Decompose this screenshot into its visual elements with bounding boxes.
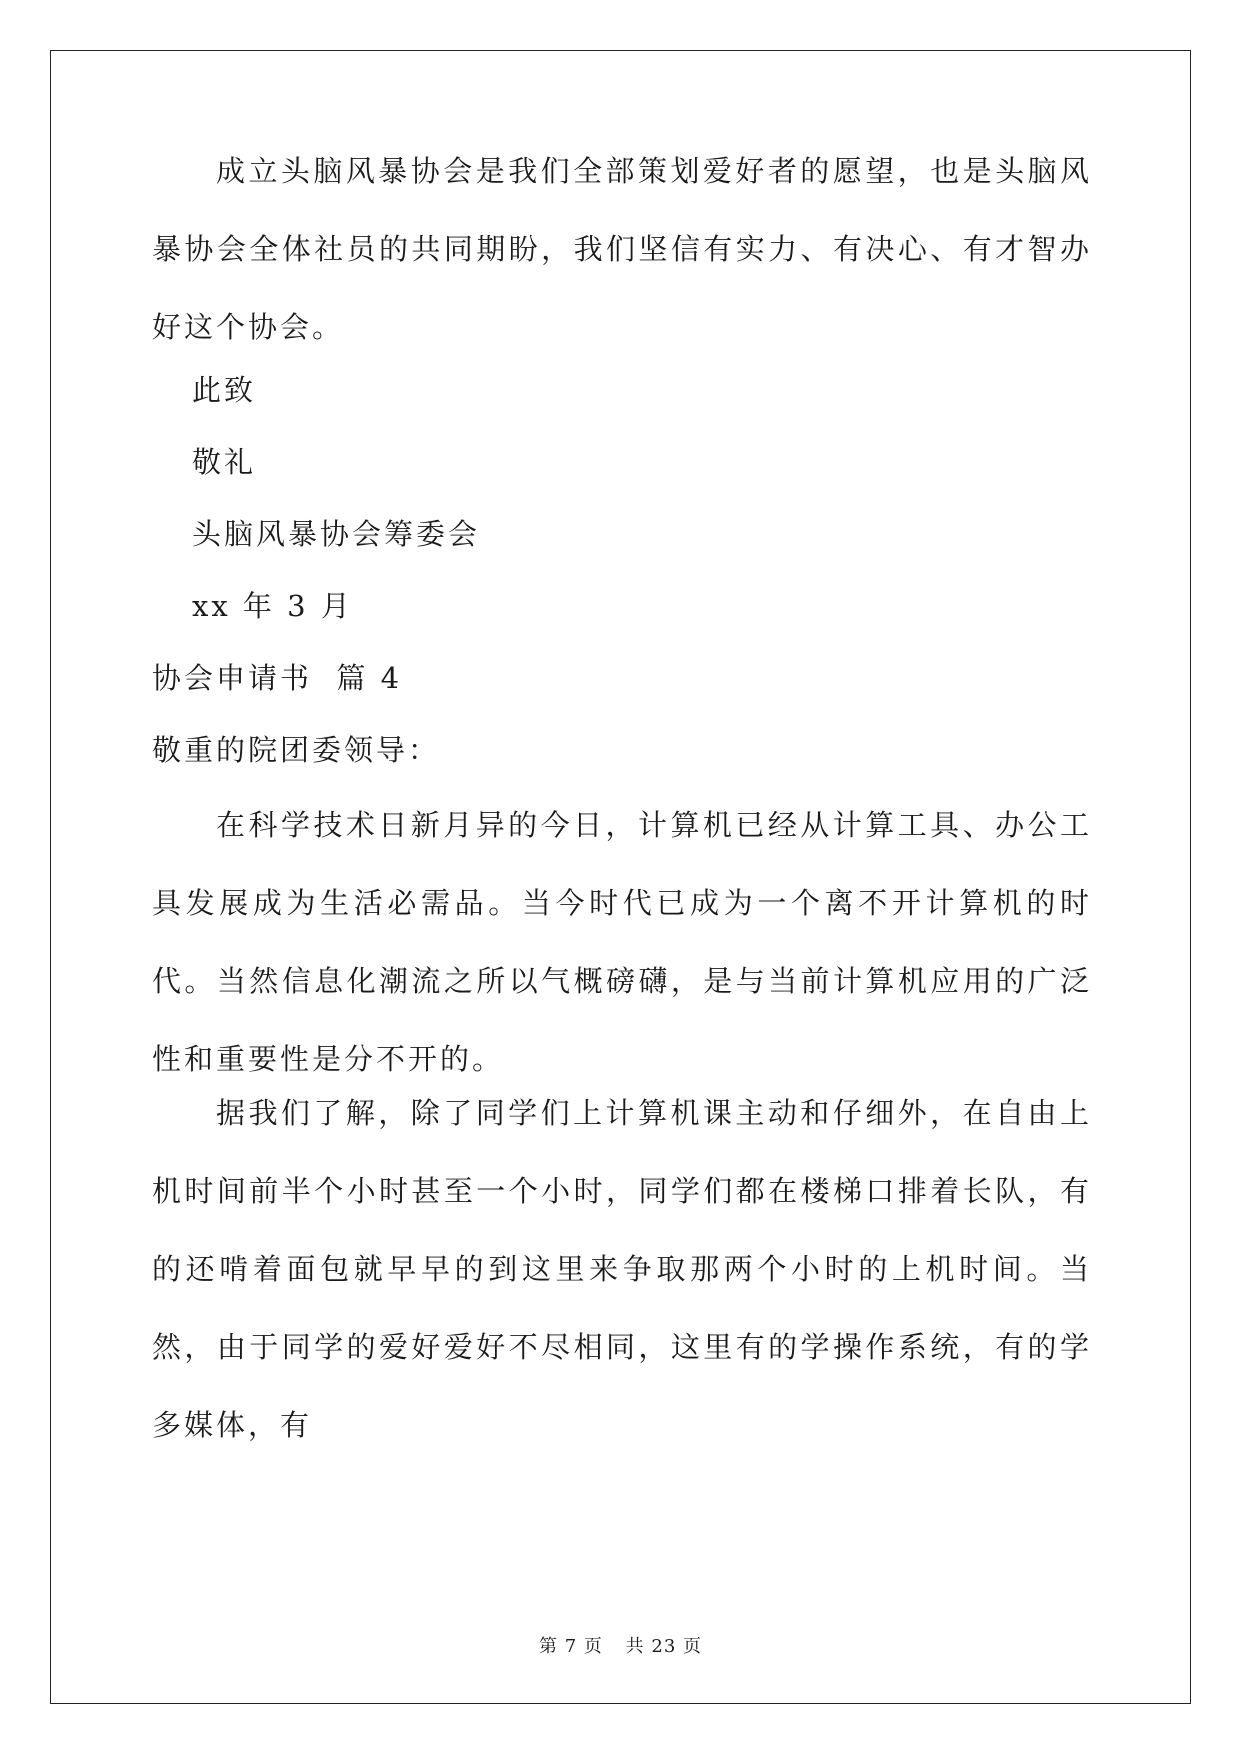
- signer: 头脑风暴协会筹委会: [192, 517, 481, 551]
- section-title: 协会申请书 篇 4: [152, 661, 403, 695]
- page-number-current: 第 7 页: [539, 1636, 603, 1657]
- page-footer: [0, 1632, 1241, 1658]
- page-number-total: 共 23 页: [625, 1636, 702, 1657]
- paragraph-1: 成立头脑风暴协会是我们全部策划爱好者的愿望，也是头脑风暴协会全体社员的共同期盼，我们坚信有实力、有决心、有才智办好这个协会。: [152, 154, 1092, 344]
- paragraph-2: 在科学技术日新月异的今日，计算机已经从计算工具、办公工具发展成为生活必需品。当今时代已成为一个离不开计算机的时代。当然信息化潮流之所以气概磅礴，是与当前计算机应用的广泛性和重要性是分不开的。: [152, 808, 1092, 1076]
- closing-ci-zhi: 此致: [192, 373, 257, 407]
- paragraph-3-block: [152, 1074, 1092, 1464]
- paragraph-intro-block: [152, 132, 1092, 366]
- date: xx 年 3 月: [192, 589, 353, 623]
- paragraph-2-block: [152, 786, 1092, 1098]
- closing-jing-li: 敬礼: [192, 445, 257, 479]
- paragraph-3: 据我们了解，除了同学们上计算机课主动和仔细外，在自由上机时间前半个小时甚至一个小时，同学们都在楼梯口排着长队，有的还啃着面包就早早的到这里来争取那两个小时的上机时间。当然，由于同学的爱好爱好不尽相同，这里有的学操作系统，有的学多媒体，有: [152, 1096, 1092, 1442]
- salutation: 敬重的院团委领导：: [152, 733, 441, 767]
